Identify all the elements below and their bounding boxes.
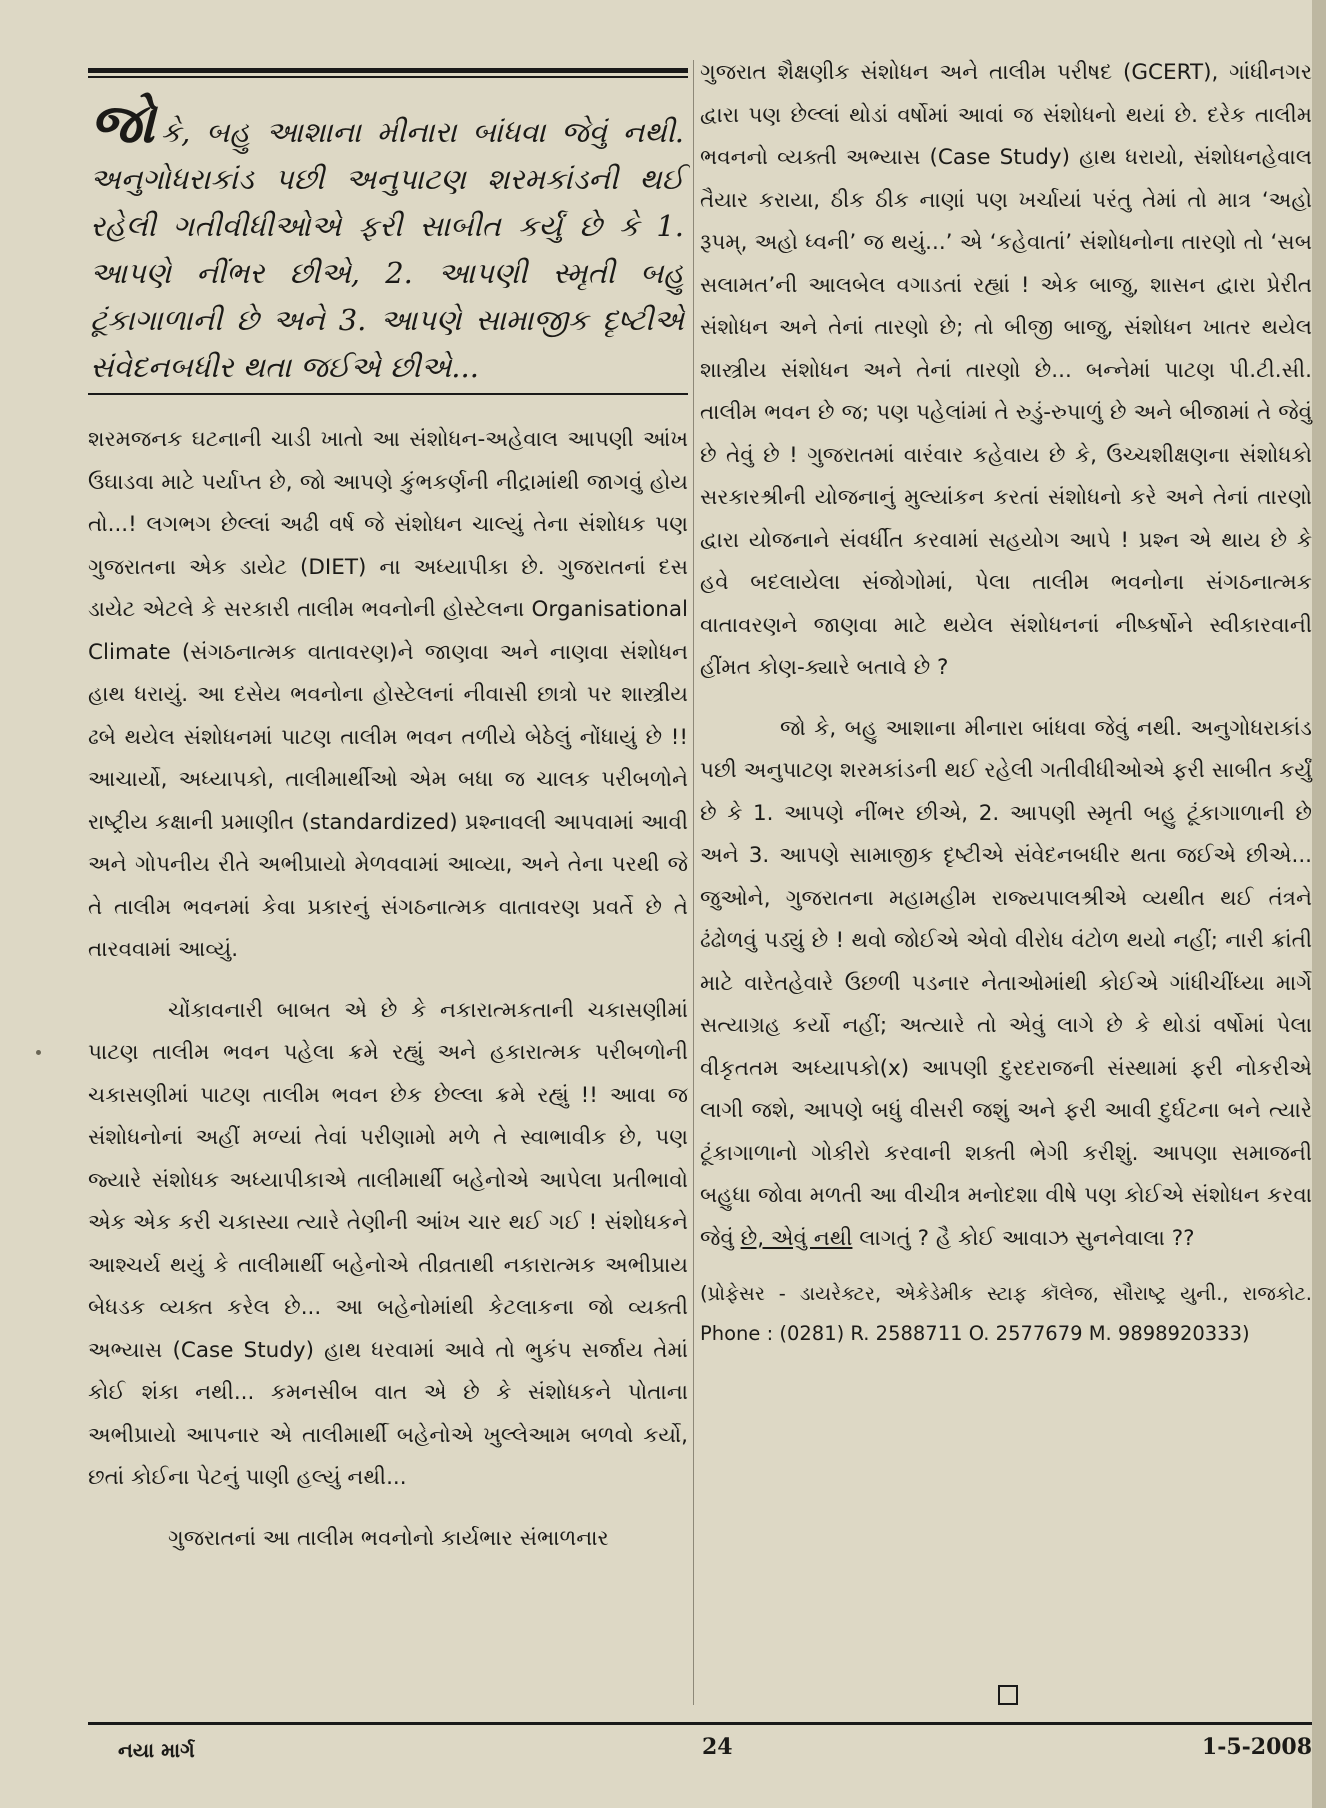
publication-name: નયા માર્ગ bbox=[118, 1738, 195, 1762]
pull-quote bbox=[88, 91, 688, 391]
right-paragraph-1: ગુજરાત શૈક્ષણીક સંશોધન અને તાલીમ પરીષદ (GCERT), ગાંધીનગર દ્વારા પણ છેલ્લાં થોડાં વર્ષોમાં આવાં જ સંશોધનો થયાં છે. દરેક તાલીમ ભવનનો વ્યક્તી અભ્યાસ (Case Study) હાથ ધરાયો, સંશોધનહેવાલ તૈયાર કરાયા, ઠીક ઠીક નાણાં પણ ખર્ચાયાં પરંતુ તેમાં તો માત્ર ‘અહો રૂપમ્, અહો ધ્વની’ જ થયું...’ એ ‘કહેવાતાં’ સંશોધનોના તારણો તો ‘સબ સલામત’ની આલબેલ વગાડતાં રહ્યાં ! એક બાજુ, શાસન દ્વારા પ્રેરીત સંશોધન અને તેનાં તારણો છે; તો બીજી બાજુ, સંશોધન ખાતર થયેલ શાસ્ત્રીય સંશોધન અને તેનાં તારણો છે... બન્નેમાં પાટણ પી.ટી.સી. તાલીમ ભવન છે જ; પણ પહેલાંમાં તે રુડું-રુપાળું છે અને બીજામાં તે જેવું છે તેવું છે ! ગુજરાતમાં વારંવાર કહેવાય છે કે, ઉચ્ચશીક્ષણના સંશોધકો સરકારશ્રીની યોજનાનું મુલ્યાંકન કરતાં સંશોધનો કરે અને તેનાં તારણો દ્વારા યોજનાને સંવર્ધીત કરવામાં સહયોગ આપે ! પ્રશ્ન એ થાય છે કે હવે બદલાયેલા સંજોગોમાં, પેલા તાલીમ ભવનોના સંગઠનાત્મક વાતાવરણને જાણવા માટે થયેલ સંશોધનનાં નીષ્કર્ષોને સ્વીકારવાની હીંમત કોણ-ક્યારે બતાવે છે ? bbox=[700, 60, 1312, 680]
top-rule-thick bbox=[88, 68, 688, 73]
left-paragraph-1: શરમજનક ઘટનાની ચાડી ખાતો આ સંશોધન-અહેવાલ આપણી આંખ ઉઘાડવા માટે પર્યાપ્ત છે, જો આપણે કુંભકર્ણની નીદ્રામાંથી જાગવું હોય તો...! લગભગ છેલ્લાં અઢી વર્ષ જે સંશોધન ચાલ્યું તેના સંશોધક પણ ગુજરાતના એક ડાયેટ (DIET) ના અધ્યાપીકા છે. ગુજરાતનાં દસ ડાયેટ એટલે કે સરકારી તાલીમ ભવનોની હોસ્ટેલના Organisational Climate (સંગઠનાત્મક વાતાવરણ)ને જાણવા અને નાણવા સંશોધન હાથ ધરાયું. આ દસેય ભવનોના હોસ્ટેલનાં નીવાસી છાત્રો પર શાસ્ત્રીય ઢબે થયેલ સંશોધનમાં પાટણ તાલીમ ભવન તળીયે બેઠેલું નોંધાયું છે !! આચાર્યો, અધ્યાપકો, તાલીમાર્થીઓ એમ બધા જ ચાલક પરીબળોને રાષ્ટ્રીય કક્ષાની પ્રમાણીત (standardized) પ્રશ્નાવલી આપવામાં આવી અને ગોપનીય રીતે અભીપ્રાયો મેળવવામાં આવ્યા, અને તેના પરથી જે તે તાલીમ ભવનમાં કેવા પ્રકારનું સંગઠનાત્મક વાતાવરણ પ્રવર્તે છે તે તારવવામાં આવ્યું. bbox=[88, 427, 688, 962]
left-column bbox=[88, 68, 688, 1560]
right-paragraph-2-end: લાગતું ? હૈ કોઈ આવાઝ સુનનેવાલા ?? bbox=[852, 1225, 1195, 1251]
pull-quote-text: કે, બહુ આશાના મીનારા બાંધવા જેવું નથી. અનુગોધરાકાંડ પછી અનુપાટણ શરમકાંડની થઈ રહેલી ગતીવીધીઓએ ફરી સાબીત કર્યું છે કે 1. આપણે નીંભર છીએ, 2. આપણી સ્મૃતી બહુ ટૂંકાગાળાની છે અને 3. આપણે સામાજીક દૃષ્ટીએ સંવેદનબધીર થતા જઈએ છીએ... bbox=[90, 115, 684, 384]
pull-quote-drop-word: જો bbox=[90, 91, 155, 155]
right-paragraph-2-main: જો કે, બહુ આશાના મીનારા બાંધવા જેવું નથી. અનુગોધરાકાંડ પછી અનુપાટણ શરમકાંડની થઈ રહેલી ગતીવીધીઓએ ફરી સાબીત કર્યું છે કે 1. આપણે નીંભર છીએ, 2. આપણી સ્મૃતી બહુ ટૂંકાગાળાની છે અને 3. આપણે સામાજીક દૃષ્ટીએ સંવેદનબધીર થતા જઈએ છીએ... જુઓને, ગુજરાતના મહામહીમ રાજ્યપાલશ્રીએ વ્યથીત થઈ તંત્રને ઢંઢોળવું પડ્યું છે ! થવો જોઈએ એવો વીરોધ વંટોળ થયો નહીં; નારી ક્રાંતી માટે વારેતહેવારે ઉછળી પડનાર નેતાઓમાંથી કોઈએ ગાંધીચીંધ્યા માર્ગે સત્યાગ્રહ કર્યો નહીં; અત્યારે તો એવું લાગે છે કે થોડાં વર્ષોમાં પેલા વીકૃતતમ અધ્યાપકો(x) આપણી દુરદરાજની સંસ્થામાં ફરી નોકરીએ લાગી જશે, આપણે બધું વીસરી જશું અને ફરી આવી દુર્ઘટના બને ત્યારે ટૂંકાગાળાનો ગોકીરો કરવાની શક્તી ભેગી કરીશું. આપણા સમાજની બહુધા જોવા મળતી આ વીચીત્ર મનોદશા વીષે પણ કોઈએ સંશોધન કરવા જેવું bbox=[700, 715, 1312, 1251]
issue-date: 1-5-2008 bbox=[1201, 1734, 1312, 1760]
end-mark-icon bbox=[998, 1685, 1018, 1705]
top-rule-thin bbox=[88, 76, 688, 78]
right-column bbox=[700, 52, 1312, 1374]
page-edge bbox=[1312, 0, 1326, 1808]
page-number: 24 bbox=[702, 1734, 733, 1760]
footer-rule bbox=[88, 1722, 1312, 1725]
page-footer bbox=[88, 1732, 1312, 1772]
left-paragraph-2: ચોંકાવનારી બાબત એ છે કે નકારાત્મકતાની ચકાસણીમાં પાટણ તાલીમ ભવન પહેલા ક્રમે રહ્યું અને હકારાત્મક પરીબળોની ચકાસણીમાં પાટણ તાલીમ ભવન છેક છેલ્લા ક્રમે રહ્યું !! આવા જ સંશોધનોનાં અહીં મળ્યાં તેવાં પરીણામો મળે તે સ્વાભાવીક છે, પણ જ્યારે સંશોધક અધ્યાપીકાએ તાલીમાર્થી બહેનોએ આપેલા પ્રતીભાવો એક એક કરી ચકાસ્યા ત્યારે તેણીની આંખ ચાર થઈ ગઈ ! સંશોધકને આશ્ચર્ય થયું કે તાલીમાર્થી બહેનોએ તીવ્રતાથી નકારાત્મક અભીપ્રાય બેધડક વ્યક્ત કરેલ છે... આ બહેનોમાંથી કેટલાકના જો વ્યક્તી અભ્યાસ (Case Study) હાથ ધરવામાં આવે તો ભુકંપ સર્જાય તેમાં કોઈ શંકા નથી... કમનસીબ વાત એ છે કે સંશોધકને પોતાના અભીપ્રાયો આપનાર એ તાલીમાર્થી બહેનોએ ખુલ્લેઆમ બળવો કર્યો, છતાં કોઈના પેટનું પાણી હલ્યું નથી... bbox=[88, 997, 688, 1490]
right-paragraph-2 bbox=[700, 708, 1312, 1261]
underlined-phrase: છે, એવું નથી bbox=[740, 1225, 853, 1251]
column-divider bbox=[693, 60, 694, 1705]
author-credit: (પ્રોફેસર - ડાયરેક્ટર, એકેડેમીક સ્ટાફ કૉલેજ, સૌરાષ્ટ્ર યુની., રાજકોટ. Phone : (0281) R. 2588711 O. 2577679 M. 9898920333) bbox=[700, 1282, 1312, 1345]
pull-quote-underline bbox=[88, 393, 688, 395]
left-paragraph-3: ગુજરાતનાં આ તાલીમ ભવનોનો કાર્યભાર સંભાળનાર bbox=[168, 1525, 609, 1551]
margin-speck bbox=[36, 1050, 41, 1055]
